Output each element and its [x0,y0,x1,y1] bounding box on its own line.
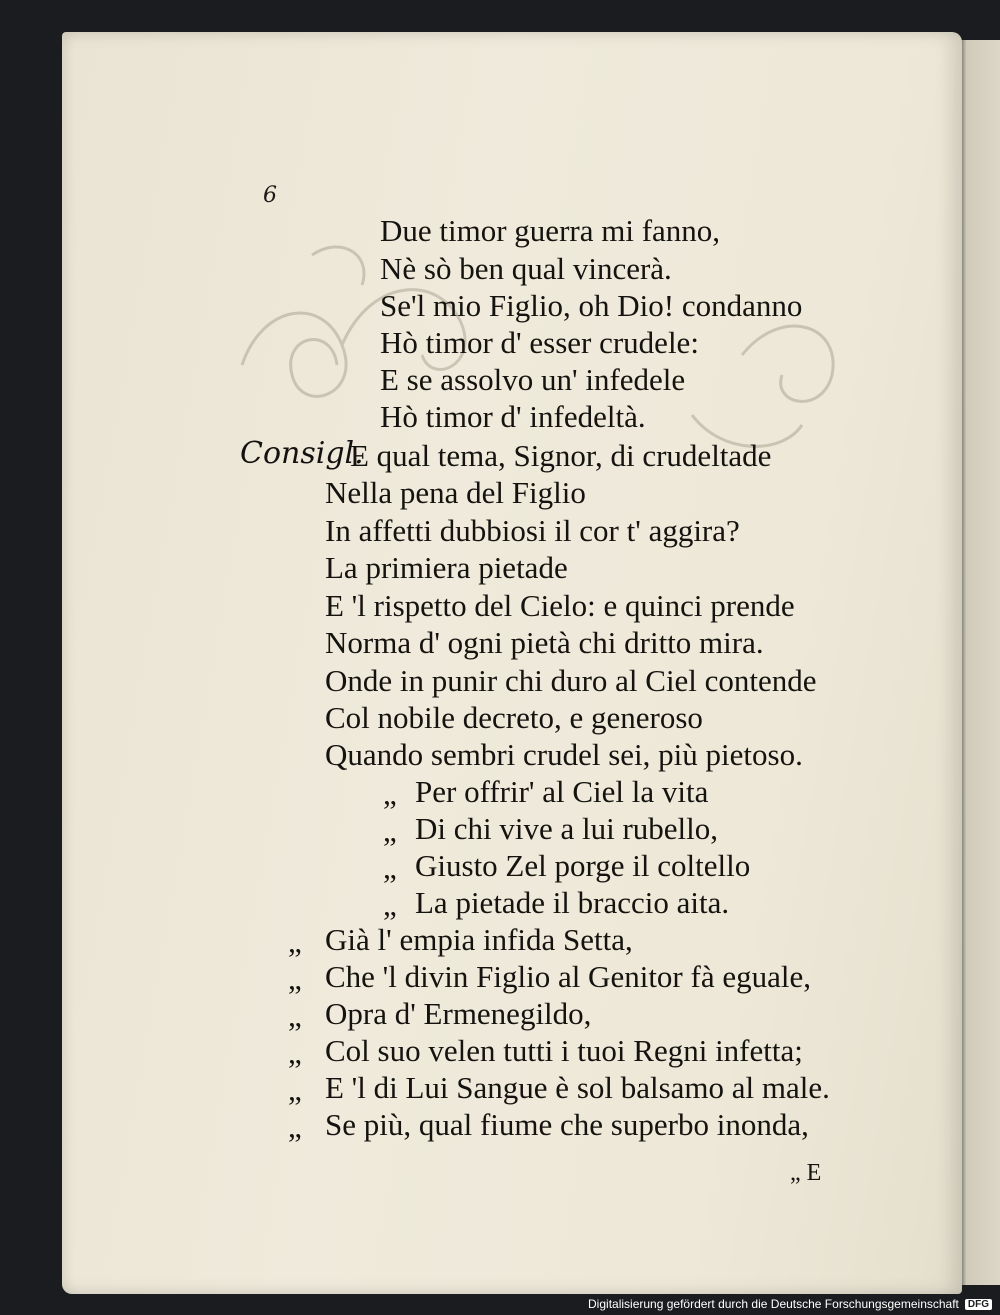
verse-line: Due timor guerra mi fanno, [380,213,721,248]
verse-line: Norma d' ogni pietà chi dritto mira. [325,625,764,660]
speaker-label: Consigl. [240,436,364,471]
page-number: 6 [263,183,277,208]
verse-line: Opra d' Ermenegildo, [325,996,592,1031]
verse-line: Quando sembri crudel sei, più pietoso. [325,737,803,772]
quote-mark: „ [288,998,302,1033]
quote-mark: „ [288,1035,302,1070]
verse-line: In affetti dubbiosi il cor t' aggira? [325,513,740,548]
quote-mark: „ [288,924,302,959]
quote-mark: „ [383,776,397,811]
quote-mark: „ [383,887,397,922]
verse-line: La primiera pietade [325,550,568,585]
verse-line: Nè sò ben qual vincerà. [380,251,672,286]
verse-line: Col nobile decreto, e generoso [325,700,703,735]
verse-line: E se assolvo un' infedele [380,362,686,397]
verse-line: Hò timor d' esser crudele: [380,325,699,360]
quote-mark: „ [288,1072,302,1107]
verse-line: Nella pena del Figlio [325,475,586,510]
verse-line: Già l' empia infida Setta, [325,922,633,957]
verse-line: Se'l mio Figlio, oh Dio! condanno [380,288,803,323]
quote-mark: „ [288,1109,302,1144]
verse-line: Hò timor d' infedeltà. [380,399,646,434]
quote-mark: „ [383,850,397,885]
verse-line: Per offrir' al Ciel la vita [415,774,709,809]
verse-line: Col suo velen tutti i tuoi Regni infetta; [325,1033,803,1068]
verse-line: E 'l di Lui Sangue è sol balsamo al male. [325,1070,830,1105]
quote-mark: „ [383,813,397,848]
verse-line: Giusto Zel porge il coltello [415,848,751,883]
verse-line: Che 'l divin Figlio al Genitor fà eguale, [325,959,811,994]
footer-text: Digitalisierung gefördert durch die Deutsche Forschungsgemeinschaft [588,1297,959,1311]
verse-line: E qual tema, Signor, di crudeltade [350,438,772,473]
digitization-footer [588,1297,992,1311]
dfg-logo: DFG [965,1299,992,1310]
verse-line: Di chi vive a lui rubello, [415,811,719,846]
verse-line: Onde in punir chi duro al Ciel contende [325,663,817,698]
verse-line: La pietade il braccio aita. [415,885,730,920]
adjacent-page-edge [958,40,1000,1285]
verse-line: E 'l rispetto del Cielo: e quinci prende [325,588,795,623]
catchword: „ E [790,1160,822,1186]
verse-line: Se più, qual fiume che superbo inonda, [325,1107,809,1142]
quote-mark: „ [288,961,302,996]
